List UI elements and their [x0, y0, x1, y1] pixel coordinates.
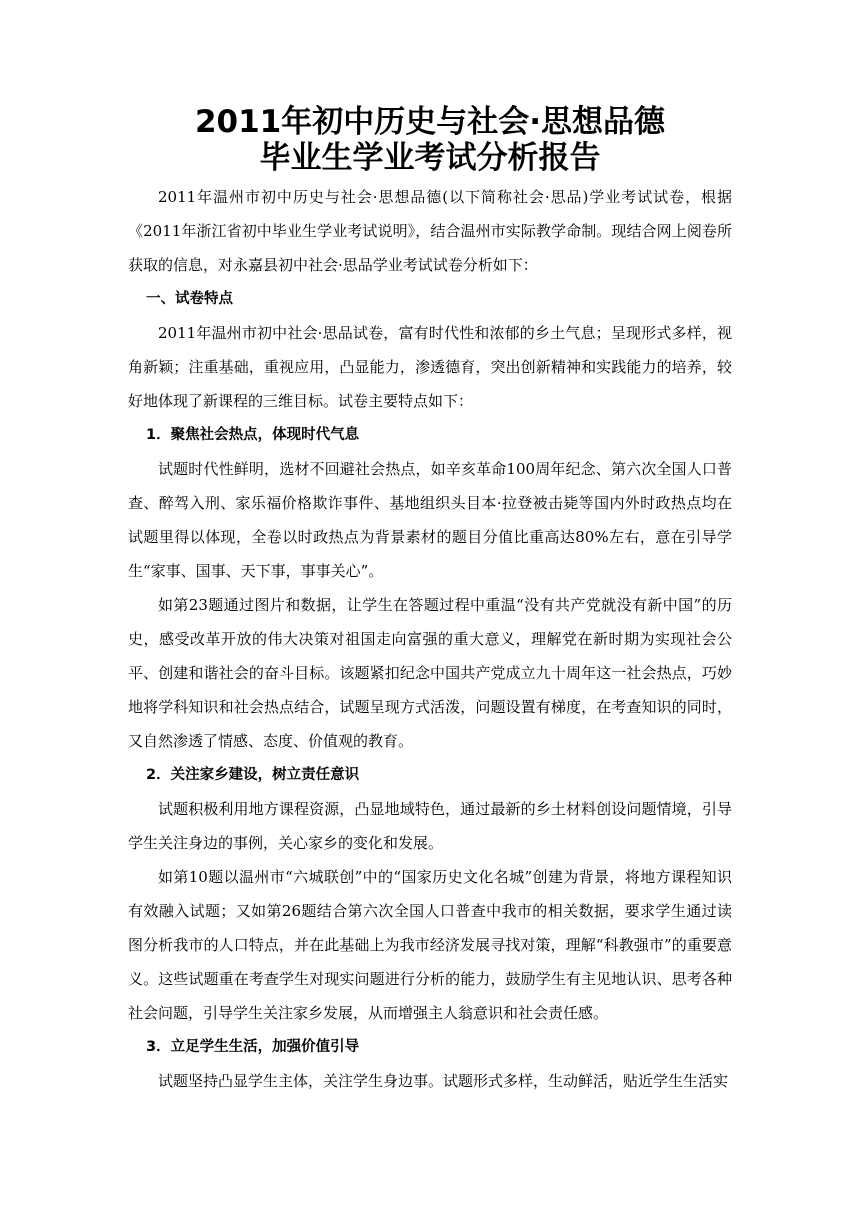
subsection-2-paragraph-2: 如第10题以温州市“六城联创”中的“国家历史文化名城”创建为背景，将地方课程知识有效融入试题；又如第26题结合第六次全国人口普查中我市的相关数据，要求学生通过读图分析我市的人口特点，并在此基础上为我市经济发展寻找对策，理解“科教强市”的重要意义。这些试题重在考查学生对现实问题进行分析的能力，鼓励学生有主见地认识、思考各种社会问题，引导学生关注家乡发展，从而增强主人翁意识和社会责任感。: [128, 868, 732, 1022]
intro-paragraph: 2011年温州市初中历史与社会·思想品德(以下简称社会·思品)学业考试试卷，根据《2011年浙江省初中毕业生学业考试说明》，结合温州市实际教学命制。现结合网上阅卷所获取的信息，对永嘉县初中社会·思品学业考试试卷分析如下：: [128, 188, 732, 274]
subsection-2-paragraph-1: 试题积极利用地方课程资源，凸显地域特色，通过最新的乡土材料创设问题情境，引导学生关注身边的事例，关心家乡的变化和发展。: [128, 800, 732, 852]
document-title-line-1: 2011年初中历史与社会·思想品德: [194, 104, 666, 140]
subsection-3-heading: 3．立足学生生活，加强价值引导: [146, 1039, 360, 1055]
subsection-2-heading: 2．关注家乡建设，树立责任意识: [146, 767, 360, 783]
subsection-1-paragraph-2: 如第23题通过图片和数据，让学生在答题过程中重温“没有共产党就没有新中国”的历史，感受改革开放的伟大决策对祖国走向富强的重大意义，理解党在新时期为实现社会公平、创建和谐社会的奋斗目标。该题紧扣纪念中国共产党成立九十周年这一社会热点，巧妙地将学科知识和社会热点结合，试题呈现方式活泼，问题设置有梯度，在考查知识的同时，又自然渗透了情感、态度、价值观的教育。: [128, 596, 732, 750]
document-title-line-2: 毕业生学业考试分析报告: [259, 140, 601, 176]
document-body: [128, 180, 732, 1098]
section-1-paragraph: 2011年温州市初中社会·思品试卷，富有时代性和浓郁的乡土气息；呈现形式多样，视角新颖；注重基础，重视应用，凸显能力，渗透德育，突出创新精神和实践能力的培养，较好地体现了新课程的三维目标。试卷主要特点如下：: [128, 324, 732, 410]
section-1-heading: 一、试卷特点: [146, 291, 233, 307]
subsection-1-heading: 1．聚焦社会热点，体现时代气息: [146, 427, 360, 443]
subsection-3-paragraph-1: 试题坚持凸显学生主体，关注学生身边事。试题形式多样，生动鲜活，贴近学生生活实: [158, 1072, 729, 1090]
subsection-1-paragraph-1: 试题时代性鲜明，选材不回避社会热点，如辛亥革命100周年纪念、第六次全国人口普查、醉驾入刑、家乐福价格欺诈事件、基地组织头目本·拉登被击毙等国内外时政热点均在试题里得以体现，全卷以时政热点为背景素材的题目分值比重高达80%左右，意在引导学生“家事、国事、天下事，事事关心”。: [128, 460, 732, 580]
